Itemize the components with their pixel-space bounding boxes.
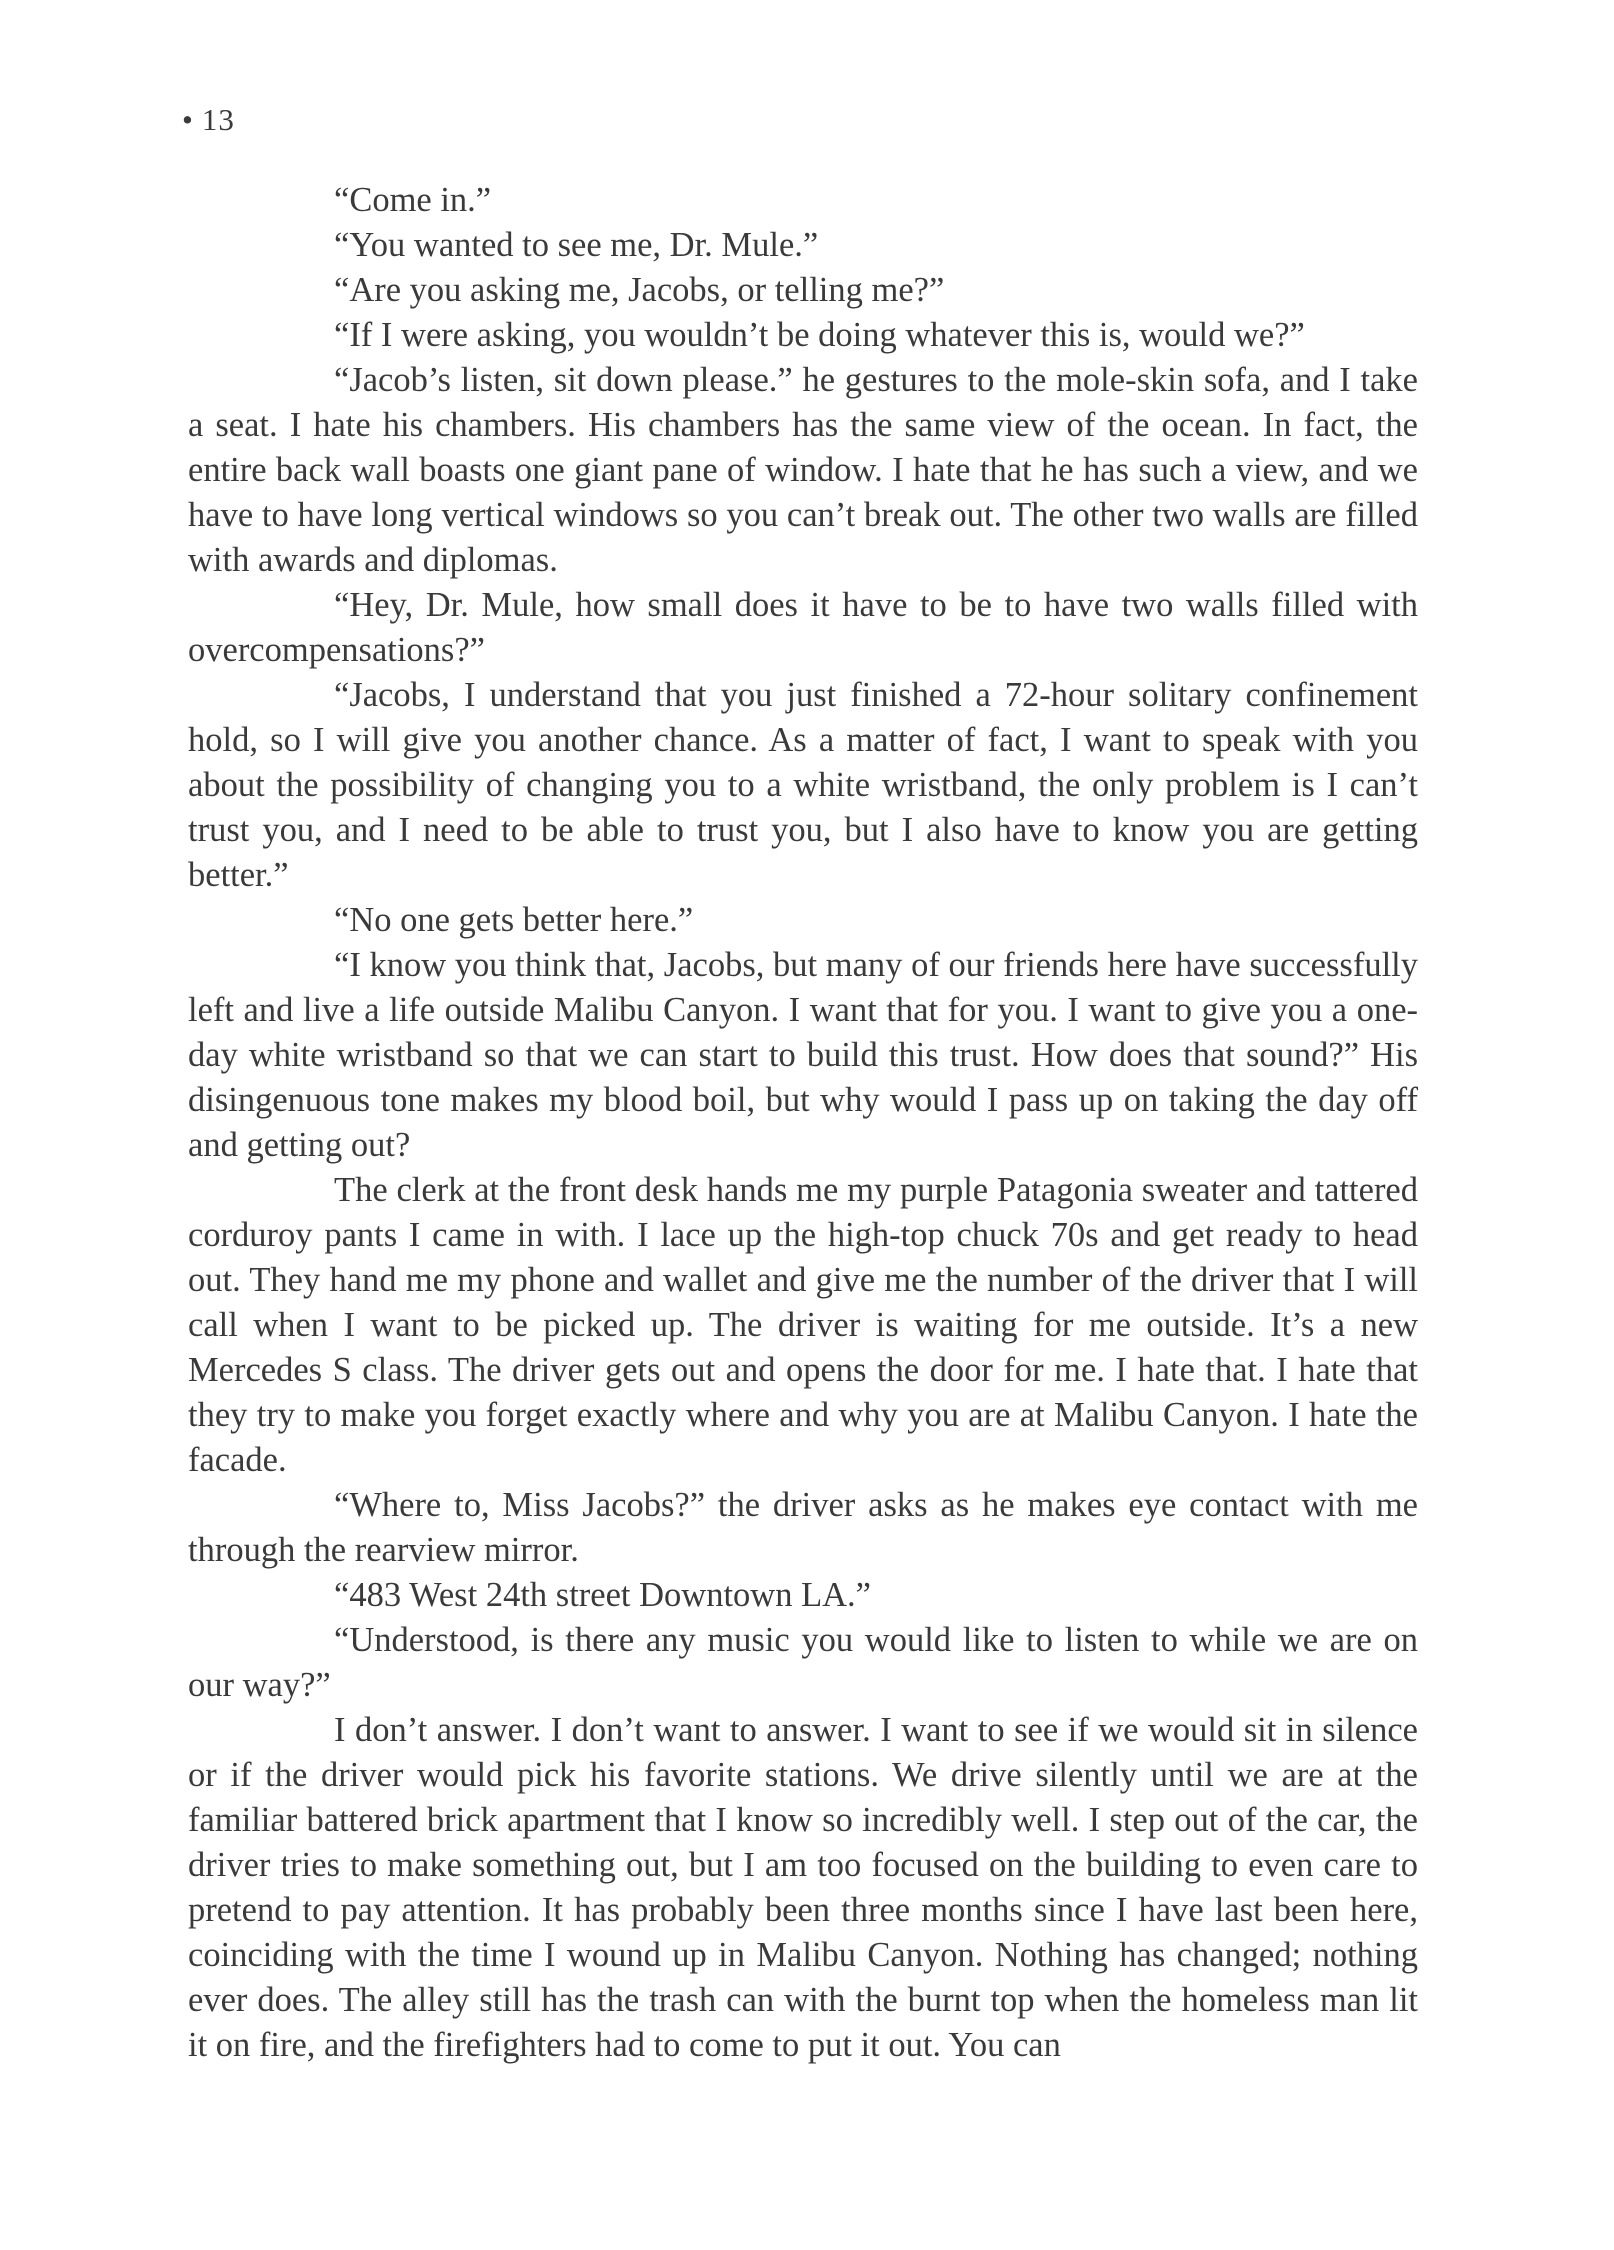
paragraph: “Jacobs, I understand that you just finished a 72-hour solitary confinement hold, so I will give you another chance. As a matter of fact, I want to speak with you about the possibility of changing you to a white wristband, the only problem is I can’t trust you, and I need to be able to trust you, but I also have to know you are getting better.” bbox=[188, 676, 1418, 894]
paragraph: The clerk at the front desk hands me my purple Patagonia sweater and tattered corduroy pants I came in with. I lace up the high-top chuck 70s and get ready to head out. They hand me my phone and wallet and give me the number of the driver that I will call when I want to be picked up. The driver is waiting for me outside. It’s a new Mercedes S class. The driver gets out and opens the door for me. I hate that. I hate that they try to make you forget exactly where and why you are at Malibu Canyon. I hate the facade. bbox=[188, 1171, 1418, 1479]
paragraph: “No one gets better here.” bbox=[334, 901, 694, 939]
paragraph: “Are you asking me, Jacobs, or telling me?” bbox=[334, 271, 945, 309]
paragraph: I don’t answer. I don’t want to answer. I want to see if we would sit in silence or if the driver would pick his favorite stations. We drive silently until we are at the familiar battered brick apartment that I know so incredibly well. I step out of the car, the driver tries to make something out, but I am too focused on the building to even care to pretend to pay attention. It has probably been three months since I have last been here, coinciding with the time I wound up in Malibu Canyon. Nothing has changed; nothing ever does. The alley still has the trash can with the burnt top when the homeless man lit it on fire, and the firefighters had to come to put it out. You can bbox=[188, 1711, 1418, 2064]
paragraph: “Come in.” bbox=[334, 181, 492, 219]
paragraph: “If I were asking, you wouldn’t be doing whatever this is, would we?” bbox=[334, 316, 1305, 354]
page-number bbox=[182, 100, 235, 140]
paragraph: “Where to, Miss Jacobs?” the driver asks as he makes eye contact with me through the rearview mirror. bbox=[188, 1486, 1418, 1569]
body-text bbox=[188, 178, 1418, 2068]
bullet-icon: • bbox=[182, 102, 194, 137]
page-number-value: 13 bbox=[201, 102, 235, 137]
paragraph: “You wanted to see me, Dr. Mule.” bbox=[334, 226, 819, 264]
paragraph: “Understood, is there any music you would like to listen to while we are on our way?” bbox=[188, 1621, 1418, 1704]
paragraph: “Jacob’s listen, sit down please.” he gestures to the mole-skin sofa, and I take a seat. I hate his chambers. His chambers has the same view of the ocean. In fact, the entire back wall boasts one giant pane of window. I hate that he has such a view, and we have to have long vertical windows so you can’t break out. The other two walls are filled with awards and diplomas. bbox=[188, 361, 1418, 579]
paragraph: “483 West 24th street Downtown LA.” bbox=[334, 1576, 871, 1614]
paragraph: “I know you think that, Jacobs, but many of our friends here have successfully left and live a life outside Malibu Canyon. I want that for you. I want to give you a one-day white wristband so that we can start to build this trust. How does that sound?” His disingenuous tone makes my blood boil, but why would I pass up on taking the day off and getting out? bbox=[188, 946, 1418, 1164]
paragraph: “Hey, Dr. Mule, how small does it have to be to have two walls filled with overcompensations?” bbox=[188, 586, 1418, 669]
